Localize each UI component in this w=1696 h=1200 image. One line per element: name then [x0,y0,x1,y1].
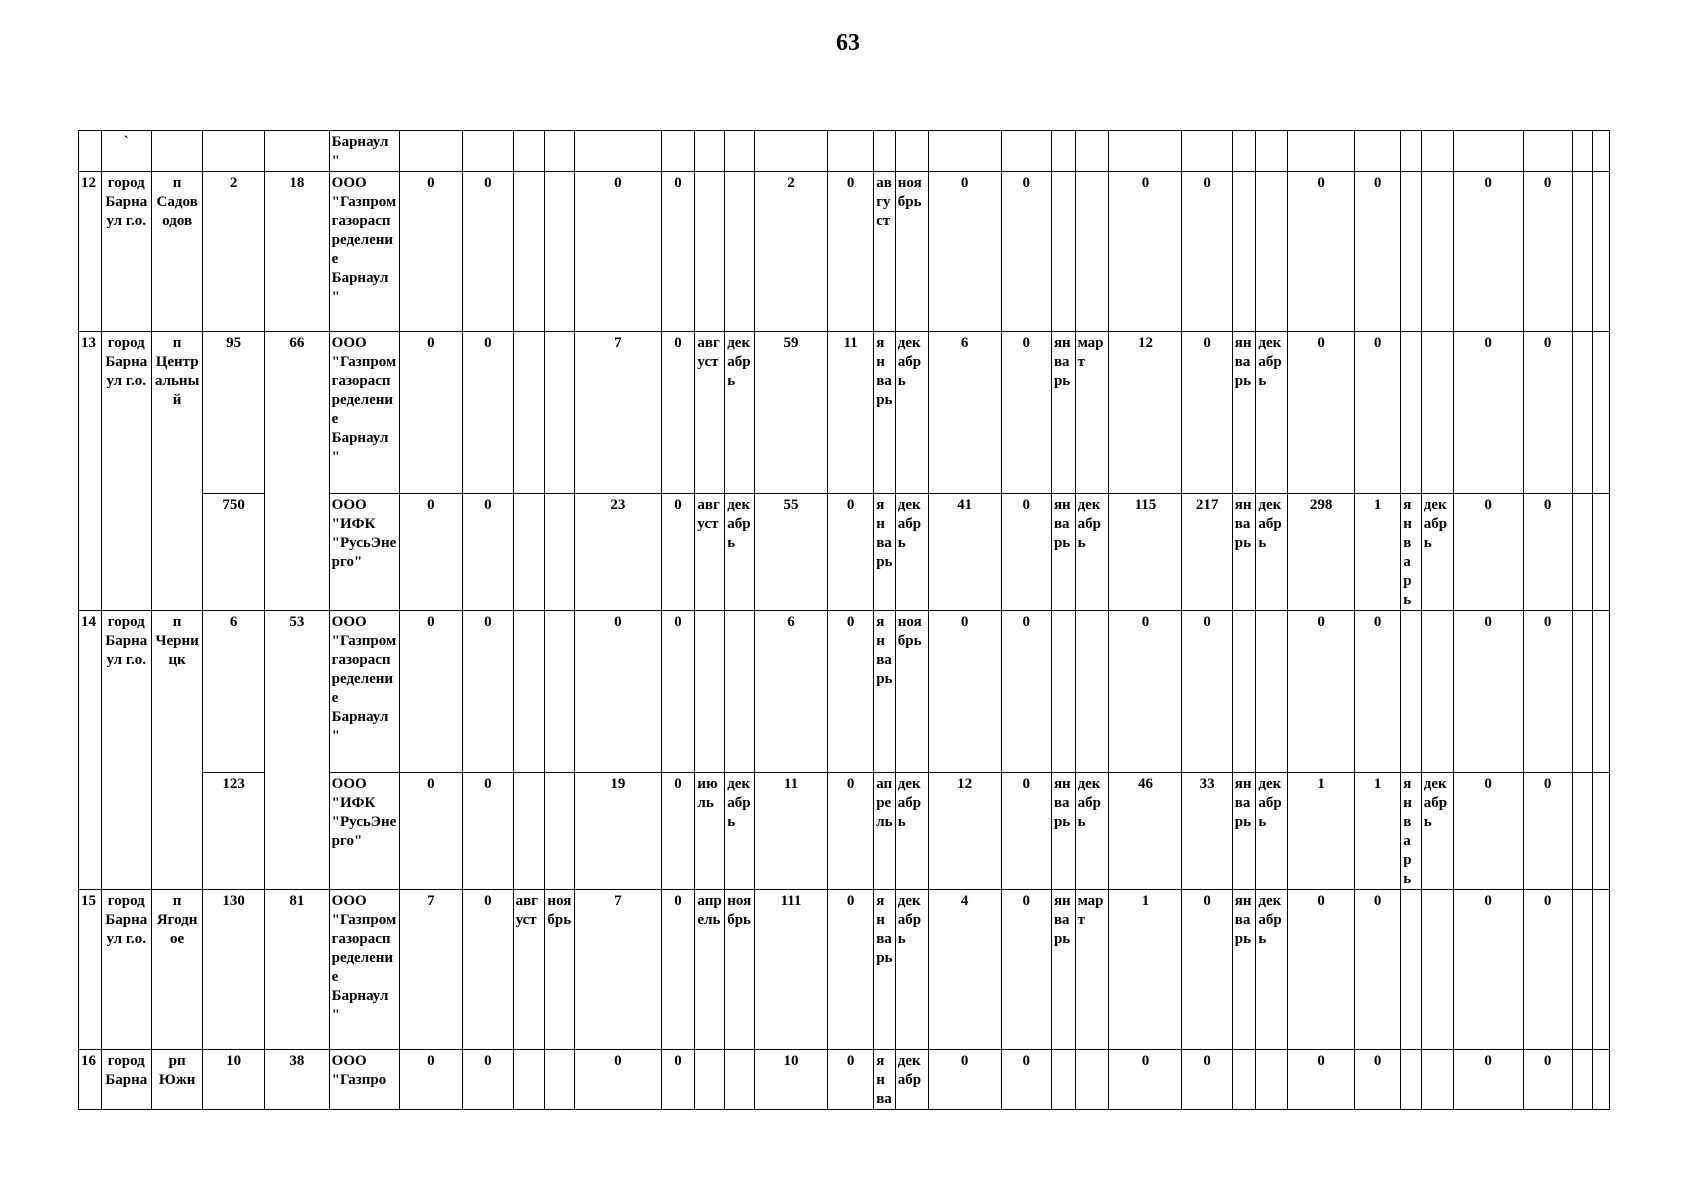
cell-c9 [513,332,545,494]
cell-c22 [1075,131,1109,172]
cell-c33 [1572,611,1593,773]
cell-c23: 46 [1109,773,1182,890]
cell-c24: 0 [1182,611,1232,773]
table-row [79,332,1610,494]
cell-c7: 0 [399,332,463,494]
cell-c19: 0 [928,1050,1001,1110]
cell-c15: 2 [755,172,828,332]
cell-c24: 33 [1182,773,1232,890]
cell-c18: декабрь [895,773,928,890]
cell-c32: 0 [1523,611,1572,773]
cell-c13: август [695,332,725,494]
cell-c26 [1256,172,1288,332]
cell-c28: 0 [1355,1050,1401,1110]
cell-c31: 0 [1453,1050,1523,1110]
cell-c10: ноябрь [545,890,575,1050]
cell-c25 [1232,611,1256,773]
cell-c22: март [1075,332,1109,494]
cell-c25 [1232,131,1256,172]
cell-c13: август [695,494,725,611]
cell-c5: 38 [264,1050,329,1110]
cell-c17: январь [874,332,896,494]
data-table [78,130,1610,1110]
cell-c26: декабрь [1256,332,1288,494]
cell-c9 [513,172,545,332]
cell-c27: 0 [1288,611,1355,773]
cell-c24 [1182,131,1232,172]
cell-c21: январь [1051,332,1075,494]
cell-c12 [661,131,695,172]
cell-settlement [151,131,202,172]
cell-c32: 0 [1523,494,1572,611]
cell-num: 16 [79,1050,102,1110]
cell-c20: 0 [1001,611,1051,773]
cell-c19 [928,131,1001,172]
cell-c7: 0 [399,1050,463,1110]
cell-operator: ООО "Газпром газораспределение Барнаул" [329,332,399,494]
cell-c17: август [874,172,896,332]
cell-settlement: рп Южн [151,1050,202,1110]
cell-c21 [1051,611,1075,773]
cell-mark: ` [101,131,151,172]
cell-c4: 130 [203,890,265,1050]
cell-c30 [1421,131,1453,172]
cell-c7: 0 [399,494,463,611]
cell-c12: 0 [661,890,695,1050]
cell-c26: декабрь [1256,494,1288,611]
cell-c9 [513,773,545,890]
cell-c12: 0 [661,494,695,611]
cell-c22: декабрь [1075,773,1109,890]
cell-c23: 1 [1109,890,1182,1050]
cell-c11: 7 [575,890,661,1050]
cell-c20: 0 [1001,890,1051,1050]
cell-c26 [1256,611,1288,773]
cell-c9 [513,611,545,773]
cell-c14: ноябрь [725,890,755,1050]
cell-c8: 0 [463,890,513,1050]
cell-c17 [874,131,896,172]
cell-c8: 0 [463,1050,513,1110]
cell-c30: декабрь [1421,494,1453,611]
cell-c31: 0 [1453,611,1523,773]
cell-c29 [1401,890,1422,1050]
cell-c7 [399,131,463,172]
cell-c17: январь [874,494,896,611]
cell-c11 [575,131,661,172]
cell-c31: 0 [1453,773,1523,890]
cell-c28: 1 [1355,773,1401,890]
cell-operator: ООО "ИФК "РусьЭнерго" [329,494,399,611]
cell-c24: 0 [1182,890,1232,1050]
cell-c34 [1593,773,1610,890]
cell-c11: 0 [575,1050,661,1110]
cell-c17: январь [874,890,896,1050]
cell-c9 [513,131,545,172]
cell-c19: 4 [928,890,1001,1050]
cell-c13 [695,1050,725,1110]
cell-c33 [1572,131,1593,172]
cell-c20: 0 [1001,1050,1051,1110]
cell-c22 [1075,611,1109,773]
cell-c8: 0 [463,494,513,611]
cell-district: город Барна [101,1050,151,1110]
cell-c25: январь [1232,773,1256,890]
cell-c29 [1401,611,1422,773]
cell-c30 [1421,332,1453,494]
cell-c17: янва [874,1050,896,1110]
cell-c16: 0 [827,890,873,1050]
cell-c4: 10 [203,1050,265,1110]
cell-operator: ООО "Газпром газораспределение Барнаул" [329,172,399,332]
cell-c13 [695,131,725,172]
cell-c8: 0 [463,332,513,494]
cell-c11: 0 [575,611,661,773]
table-row-continuation [79,131,1610,172]
cell-c31: 0 [1453,494,1523,611]
cell-c24: 0 [1182,1050,1232,1110]
cell-c28: 1 [1355,494,1401,611]
cell-c15: 55 [755,494,828,611]
cell-num: 12 [79,172,102,332]
cell-c13 [695,172,725,332]
cell-c20: 0 [1001,172,1051,332]
cell-c14 [725,172,755,332]
cell-c18 [895,131,928,172]
cell-c16: 0 [827,494,873,611]
cell-c15: 111 [755,890,828,1050]
cell-c23: 0 [1109,1050,1182,1110]
cell-c28: 0 [1355,332,1401,494]
cell-c27: 0 [1288,1050,1355,1110]
cell-c9 [513,1050,545,1110]
cell-c30 [1421,611,1453,773]
cell-c24: 217 [1182,494,1232,611]
cell-c7: 7 [399,890,463,1050]
cell-c4 [203,131,265,172]
cell-c30 [1421,890,1453,1050]
cell-c34 [1593,494,1610,611]
cell-c12: 0 [661,611,695,773]
cell-c29: январь [1401,773,1422,890]
cell-c10 [545,172,575,332]
cell-c34 [1593,890,1610,1050]
cell-num: 13 [79,332,102,611]
cell-c23: 115 [1109,494,1182,611]
cell-c8: 0 [463,172,513,332]
cell-c11: 19 [575,773,661,890]
cell-c29 [1401,332,1422,494]
cell-num: 15 [79,890,102,1050]
cell-c28: 0 [1355,611,1401,773]
cell-c23 [1109,131,1182,172]
cell-c18: ноябрь [895,172,928,332]
cell-num [79,131,102,172]
cell-c21 [1051,172,1075,332]
cell-c26: декабрь [1256,890,1288,1050]
cell-c21: январь [1051,773,1075,890]
cell-c12: 0 [661,773,695,890]
cell-c32: 0 [1523,890,1572,1050]
cell-operator: ООО "Газпром газораспределение Барнаул" [329,611,399,773]
cell-c7: 0 [399,172,463,332]
cell-operator: ООО "Газпро [329,1050,399,1110]
cell-c17: апрель [874,773,896,890]
cell-c34 [1593,611,1610,773]
cell-c14: декабрь [725,773,755,890]
cell-c13: июль [695,773,725,890]
cell-c24: 0 [1182,172,1232,332]
cell-c16: 0 [827,611,873,773]
cell-c20: 0 [1001,494,1051,611]
cell-c5: 18 [264,172,329,332]
cell-c34 [1593,172,1610,332]
cell-c21: январь [1051,494,1075,611]
cell-c19: 6 [928,332,1001,494]
cell-district: город Барнаул г.о. [101,890,151,1050]
cell-c14: декабрь [725,332,755,494]
cell-c30: декабрь [1421,773,1453,890]
table-row [79,611,1610,773]
cell-c32: 0 [1523,332,1572,494]
cell-c26: декабрь [1256,773,1288,890]
cell-c23: 0 [1109,611,1182,773]
cell-c33 [1572,332,1593,494]
cell-c21 [1051,1050,1075,1110]
cell-c27: 298 [1288,494,1355,611]
cell-c33 [1572,172,1593,332]
cell-c19: 0 [928,611,1001,773]
cell-c23: 12 [1109,332,1182,494]
cell-c28: 0 [1355,172,1401,332]
cell-c15: 10 [755,1050,828,1110]
cell-c21 [1051,131,1075,172]
cell-c21: январь [1051,890,1075,1050]
cell-num: 14 [79,611,102,890]
cell-c14 [725,131,755,172]
cell-c8 [463,131,513,172]
cell-c18: ноябрь [895,611,928,773]
cell-c33 [1572,494,1593,611]
cell-c13 [695,611,725,773]
cell-settlement: п Центральный [151,332,202,611]
table-row [79,1050,1610,1110]
cell-c5: 53 [264,611,329,890]
cell-c34 [1593,131,1610,172]
cell-c25 [1232,172,1256,332]
cell-c29 [1401,1050,1422,1110]
cell-c10 [545,773,575,890]
cell-c33 [1572,1050,1593,1110]
cell-settlement: п Садоводов [151,172,202,332]
cell-c27: 0 [1288,332,1355,494]
cell-c10 [545,1050,575,1110]
cell-c25: январь [1232,494,1256,611]
cell-c19: 41 [928,494,1001,611]
cell-c34 [1593,332,1610,494]
cell-c16: 0 [827,172,873,332]
cell-c26 [1256,1050,1288,1110]
cell-c32: 0 [1523,172,1572,332]
cell-c12: 0 [661,172,695,332]
cell-c33 [1572,890,1593,1050]
cell-c12: 0 [661,1050,695,1110]
cell-c18: декабр [895,1050,928,1110]
cell-c20 [1001,131,1051,172]
cell-c31 [1453,131,1523,172]
cell-c5: 81 [264,890,329,1050]
cell-operator: Барнаул" [329,131,399,172]
cell-c22 [1075,172,1109,332]
cell-c23: 0 [1109,172,1182,332]
cell-c14 [725,611,755,773]
cell-c4: 2 [203,172,265,332]
cell-c16 [827,131,873,172]
cell-c28: 0 [1355,890,1401,1050]
cell-c10 [545,332,575,494]
cell-c18: декабрь [895,494,928,611]
page-number: 63 [836,30,860,56]
cell-settlement: п Ягодное [151,890,202,1050]
cell-c22 [1075,1050,1109,1110]
cell-c7: 0 [399,611,463,773]
cell-operator: ООО "ИФК "РусьЭнерго" [329,773,399,890]
cell-c8: 0 [463,611,513,773]
cell-settlement: п Черницк [151,611,202,890]
cell-c4: 123 [203,773,265,890]
cell-c8: 0 [463,773,513,890]
cell-c10 [545,494,575,611]
cell-c32: 0 [1523,1050,1572,1110]
cell-c32 [1523,131,1572,172]
cell-c29: январь [1401,494,1422,611]
cell-c24: 0 [1182,332,1232,494]
cell-c5 [264,131,329,172]
cell-c31: 0 [1453,890,1523,1050]
cell-c15: 59 [755,332,828,494]
cell-c29 [1401,131,1422,172]
cell-c10 [545,611,575,773]
cell-c25 [1232,1050,1256,1110]
cell-c4: 750 [203,494,265,611]
cell-c22: март [1075,890,1109,1050]
cell-c10 [545,131,575,172]
cell-c14 [725,1050,755,1110]
cell-c16: 11 [827,332,873,494]
cell-c22: декабрь [1075,494,1109,611]
cell-c25: январь [1232,332,1256,494]
cell-c13: апрель [695,890,725,1050]
cell-c4: 6 [203,611,265,773]
cell-c25: январь [1232,890,1256,1050]
cell-c30 [1421,1050,1453,1110]
cell-district: город Барнаул г.о. [101,611,151,890]
cell-c19: 0 [928,172,1001,332]
cell-c27: 1 [1288,773,1355,890]
cell-c9 [513,494,545,611]
cell-c14: декабрь [725,494,755,611]
cell-c34 [1593,1050,1610,1110]
cell-c18: декабрь [895,332,928,494]
cell-operator: ООО "Газпром газораспределение Барнаул" [329,890,399,1050]
cell-c29 [1401,172,1422,332]
cell-c15 [755,131,828,172]
cell-c28 [1355,131,1401,172]
cell-c33 [1572,773,1593,890]
cell-c31: 0 [1453,172,1523,332]
cell-c20: 0 [1001,332,1051,494]
cell-c5: 66 [264,332,329,611]
cell-c11: 7 [575,332,661,494]
cell-c11: 23 [575,494,661,611]
cell-c9: август [513,890,545,1050]
cell-c18: декабрь [895,890,928,1050]
cell-c11: 0 [575,172,661,332]
cell-district: город Барнаул г.о. [101,332,151,611]
cell-c15: 6 [755,611,828,773]
table-row [79,172,1610,332]
cell-c26 [1256,131,1288,172]
cell-c30 [1421,172,1453,332]
cell-c4: 95 [203,332,265,494]
cell-c27: 0 [1288,890,1355,1050]
cell-c12: 0 [661,332,695,494]
cell-c15: 11 [755,773,828,890]
cell-c7: 0 [399,773,463,890]
cell-c16: 0 [827,1050,873,1110]
cell-c27 [1288,131,1355,172]
cell-c20: 0 [1001,773,1051,890]
cell-c17: январь [874,611,896,773]
cell-c27: 0 [1288,172,1355,332]
table-row [79,890,1610,1050]
cell-district: город Барнаул г.о. [101,172,151,332]
cell-c16: 0 [827,773,873,890]
cell-c32: 0 [1523,773,1572,890]
cell-c19: 12 [928,773,1001,890]
cell-c31: 0 [1453,332,1523,494]
